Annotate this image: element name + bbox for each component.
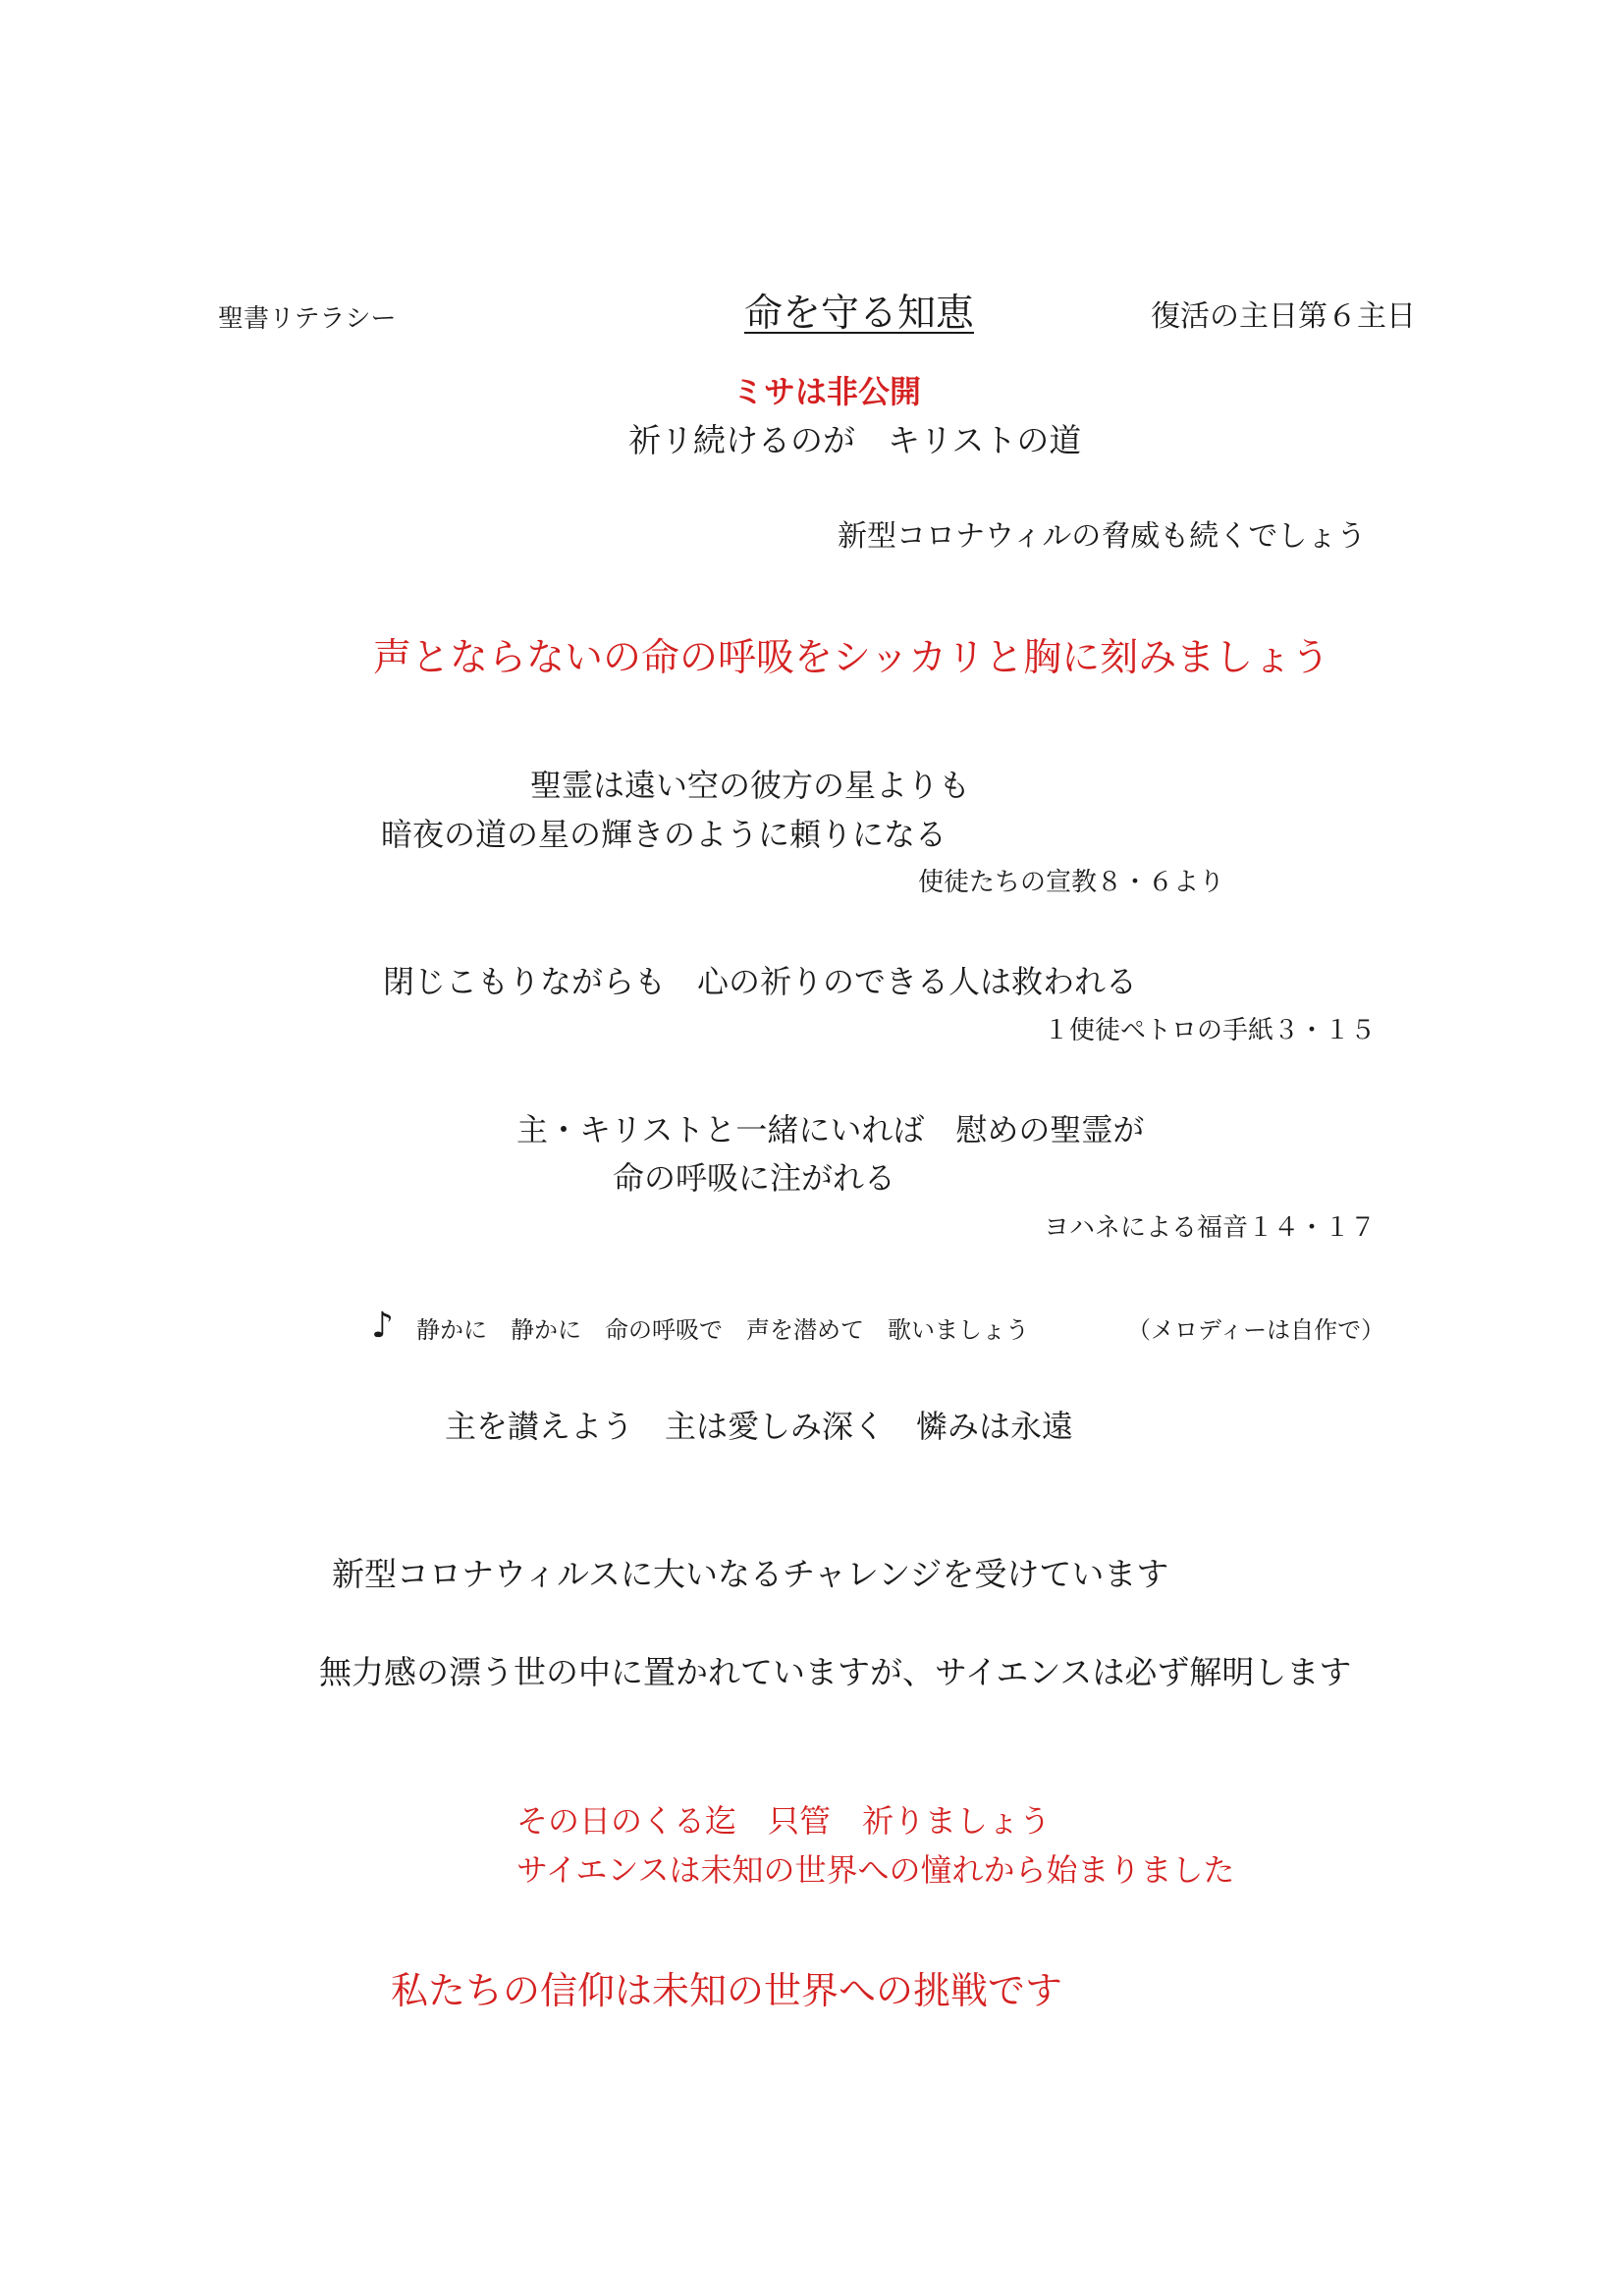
verse3-line2: 命の呼吸に注がれる: [613, 1159, 896, 1197]
praise-line: 主を讃えよう 主は愛しみ深く 憐みは永遠: [445, 1408, 1074, 1445]
subtitle-text: 祈リ続けるのが キリストの道: [628, 421, 1082, 459]
verse2-line1: 閉じこもりながらも 心の祈りのできる人は救われる: [383, 963, 1138, 1000]
challenge-line: 新型コロナウィルスに大いなるチャレンジを受けています: [332, 1555, 1169, 1593]
page-title: 命を守る知恵: [744, 292, 975, 336]
verse2-reference: １使徒ペトロの手紙３・１５: [1044, 1016, 1377, 1045]
header-right-label: 復活の主日第６主日: [1151, 299, 1416, 334]
verse1-line2: 暗夜の道の星の輝きのように頼りになる: [381, 816, 947, 853]
verse3-reference: ヨハネによる福音１４・１７: [1044, 1213, 1377, 1243]
prayer-line2: サイエンスは未知の世界への憧れから始まりました: [516, 1851, 1235, 1889]
song-lyrics: 静かに 静かに 命の呼吸で 声を潜めて 歌いましょう: [416, 1316, 1029, 1344]
melody-note: （メロディーは自作で）: [1127, 1316, 1385, 1344]
prayer-line1: その日のくる迄 只管 祈りましょう: [516, 1802, 1052, 1840]
science-line: 無力感の漂う世の中に置かれていますが、サイエンスは必ず解明します: [319, 1653, 1352, 1691]
verse1-line1: 聖霊は遠い空の彼方の星よりも: [530, 767, 971, 804]
threat-line: 新型コロナウィルの脅威も続くでしょう: [838, 519, 1367, 554]
breath-heading: 声とならないの命の呼吸をシッカリと胸に刻みましょう: [373, 636, 1330, 680]
verse3-line1: 主・キリストと一緒にいれば 慰めの聖霊が: [516, 1111, 1145, 1148]
notice-text: ミサは非公開: [732, 373, 922, 410]
closing-statement: 私たちの信仰は未知の世界への挑戦です: [391, 1969, 1063, 2012]
verse1-reference: 使徒たちの宣教８・６より: [918, 868, 1225, 897]
music-note-icon: ♪: [371, 1306, 394, 1346]
header-left-label: 聖書リテラシー: [218, 304, 397, 334]
